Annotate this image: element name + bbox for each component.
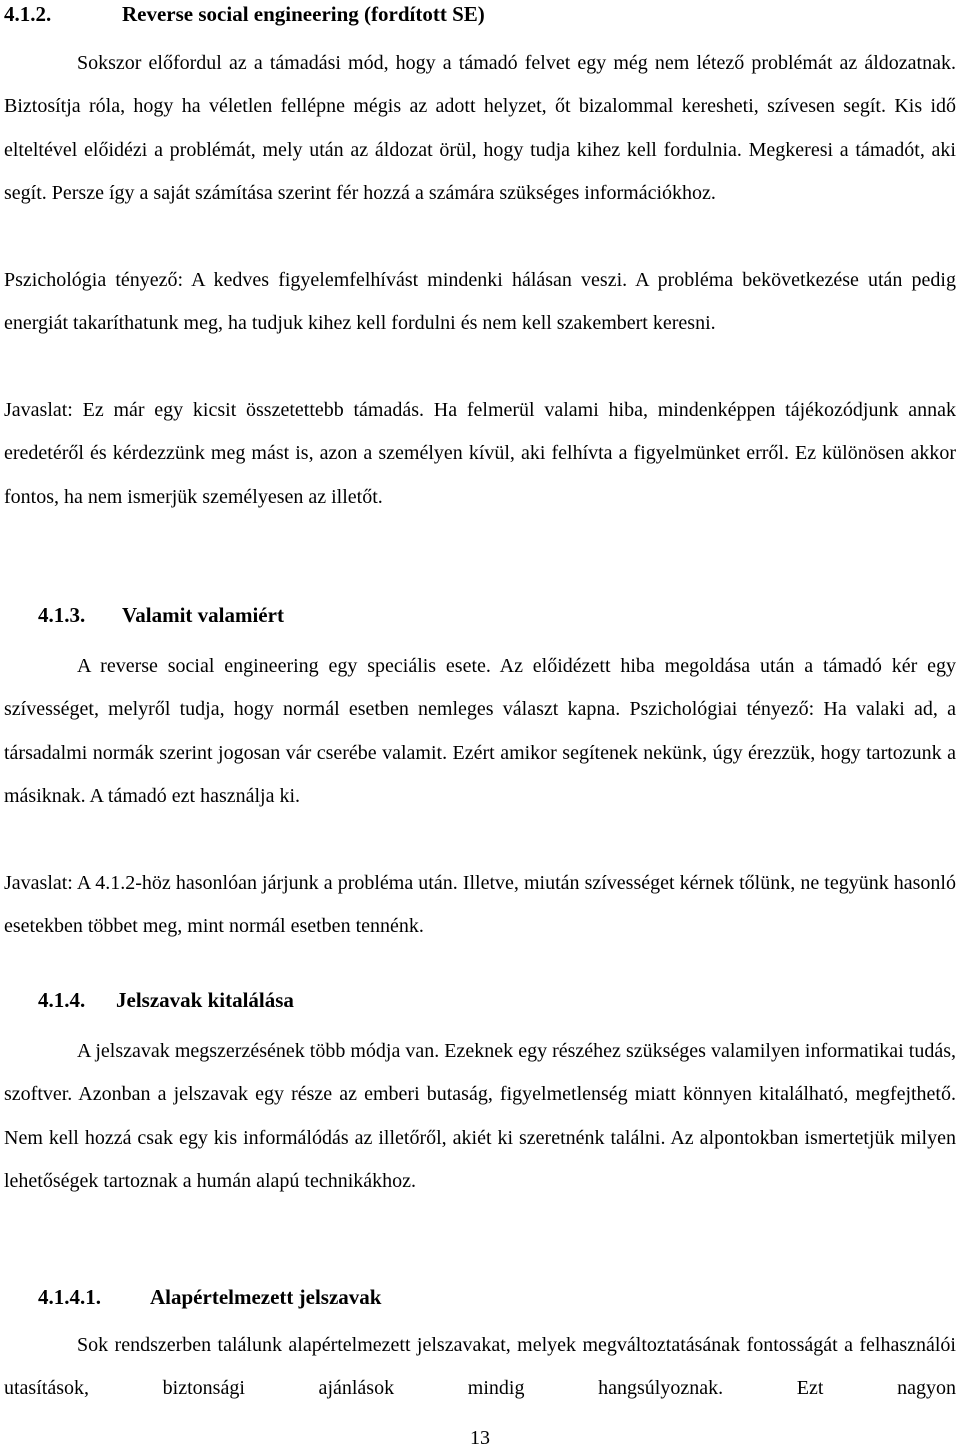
heading-title: Valamit valamiért (122, 603, 284, 627)
heading-number: 4.1.4.1. (38, 1285, 101, 1309)
heading-4-1-3 (38, 601, 284, 629)
paragraph: Javaslat: A 4.1.2-höz hasonlóan járjunk a probléma után. Illetve, miután szívességet kérnek tőlünk, ne tegyünk hasonló esetekben többet meg, mint normál esetben tennénk. (4, 872, 956, 938)
paragraph: Sokszor előfordul az a támadási mód, hogy a támadó felvet egy még nem létező problémát az áldozatnak. Biztosítja róla, hogy ha véletlen fellépne mégis az adott helyzet, őt bizalommal keresheti, szívesen segít. Kis idő elteltével előidézi a problémát, mely után az áldozat örül, hogy tudja kihez kell fordulnia. Megkeresi a támadót, aki segít. Persze így a saját számítása szerint fér hozzá a számára szükséges információkhoz. (4, 52, 956, 204)
paragraph: Javaslat: Ez már egy kicsit összetettebb támadás. Ha felmerül valami hiba, mindenképpen tájékozódjunk annak eredetéről és kérdezzünk meg mást is, azon a személyen kívül, aki felhívta a figyelmünket erről. Ez különösen akkor fontos, ha nem ismerjük személyesen az illetőt. (4, 399, 956, 508)
heading-title: Reverse social engineering (fordított SE) (122, 2, 485, 26)
paragraph: Sok rendszerben találunk alapértelmezett jelszavakat, melyek megváltoztatásának fontosságát a felhasználói utasítások, biztonsági ajánlások mindig hangsúlyoznak. Ezt nagyon (4, 1334, 956, 1400)
heading-4-1-4-1 (38, 1283, 381, 1311)
paragraph: A reverse social engineering egy speciális esete. Az előidézett hiba megoldása után a támadó kér egy szívességet, melyről tudja, hogy normál esetben nemleges választ kapna. Pszichológiai tényező: Ha valaki ad, a társadalmi normák szerint jogosan vár cserébe valamit. Ezért amikor segítenek nekünk, úgy érezzük, hogy tartozunk a másiknak. A támadó ezt használja ki. (4, 655, 956, 807)
heading-title: Alapértelmezett jelszavak (150, 1285, 382, 1309)
heading-title: Jelszavak kitalálása (116, 988, 294, 1012)
paragraph: A jelszavak megszerzésének több módja van. Ezeknek egy részéhez szükséges valamilyen informatikai tudás, szoftver. Azonban a jelszavak egy része az emberi butaság, figyelmetlenség miatt könnyen kitalálható, megfejthető. Nem kell hozzá csak egy kis informálódás az illetőről, akiét ki szeretnénk találni. Az alpontokban ismertetjük milyen lehetőségek tartoznak a humán alapú technikákhoz. (4, 1040, 956, 1192)
heading-number: 4.1.2. (4, 2, 52, 26)
page-number: 13 (470, 1427, 490, 1449)
heading-4-1-4 (38, 986, 294, 1014)
heading-number: 4.1.4. (38, 988, 86, 1012)
heading-4-1-2 (4, 0, 485, 28)
paragraph: Pszichológia tényező: A kedves figyelemfelhívást mindenki hálásan veszi. A probléma bekövetkezése után pedig energiát takaríthatunk meg, ha tudjuk kihez kell fordulni és nem kell szakembert keresni. (4, 269, 956, 335)
heading-number: 4.1.3. (38, 603, 86, 627)
